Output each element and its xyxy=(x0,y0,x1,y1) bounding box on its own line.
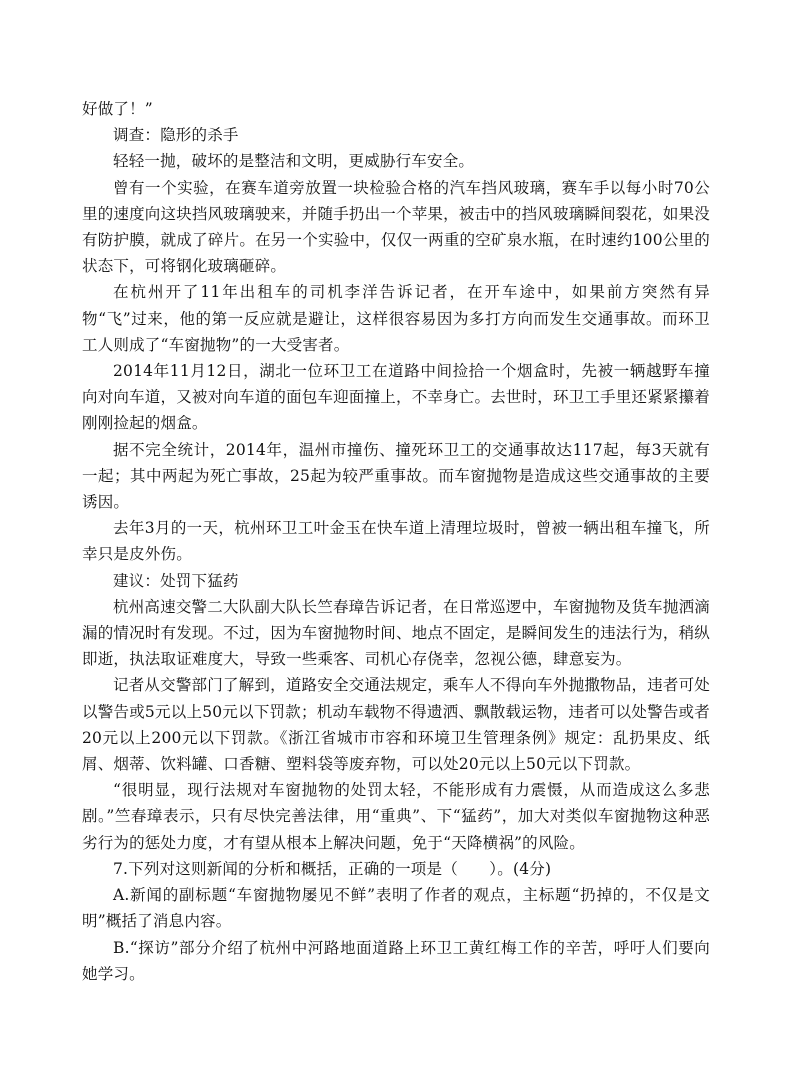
option-a: A.新闻的副标题“车窗抛物屡见不鲜”表明了作者的观点，主标题“扔掉的，不仅是文明”概括了消息内容。 xyxy=(82,886,710,931)
paragraph-intro: 轻轻一抛，破坏的是整洁和文明，更威胁行车安全。 xyxy=(113,152,475,171)
paragraph-quote: “很明显，现行法规对车窗抛物的处罚太轻，不能形成有力震慑，从而造成这么多悲剧。”竺春璋表示，只有尽快完善法律，用“重典”、下“猛药”，加大对类似车窗抛物这种恶劣行为的惩处力度，才有望从根本上解决问题，免于“天降横祸”的风险。 xyxy=(82,781,710,852)
paragraph-police-comment: 杭州高速交警二大队副大队长竺春璋告诉记者，在日常巡逻中，车窗抛物及货车抛洒滴漏的情况时有发现。不过，因为车窗抛物时间、地点不固定，是瞬间发生的违法行为，稍纵即逝，执法取证难度大，导致一些乘客、司机心存侥幸，忽视公德，肆意妄为。 xyxy=(82,597,711,669)
option-b: B.“探访”部分介绍了杭州中河路地面道路上环卫工黄红梅工作的辛苦，呼吁人们要向她学习。 xyxy=(82,938,710,983)
paragraph-wenzhou-statistics: 据不完全统计，2014年，温州市撞伤、撞死环卫工的交通事故达117起，每3天就有一起；其中两起为死亡事故，25起为较严重事故。而车窗抛物是造成这些交通事故的主要诱因。 xyxy=(82,440,710,512)
paragraph-experiment: 曾有一个实验，在赛车道旁放置一块检验合格的汽车挡风玻璃，赛车手以每小时70公里的速度向这块挡风玻璃驶来，并随手扔出一个苹果，被击中的挡风玻璃瞬间裂花，如果没有防护膜，就成了碎片。在另一个实验中，仅仅一两重的空矿泉水瓶，在时速约100公里的状态下，可将钢化玻璃砸碎。 xyxy=(82,178,711,276)
paragraph-taxi-driver: 在杭州开了11年出租车的司机李洋告诉记者，在开车途中，如果前方突然有异物“飞”过来，他的第一反应就是避让，这样很容易因为多打方向而发生交通事故。而环卫工人则成了“车窗抛物”的一大受害者。 xyxy=(82,283,710,354)
paragraph-regulations: 记者从交警部门了解到，道路安全交通法规定，乘车人不得向车外抛撒物品，违者可处以警告或5元以上50元以下罚款；机动车载物不得遗洒、飘散载运物，违者可以处警告或者20元以上200元以下罚款。《浙江省城市市容和环境卫生管理条例》规定：乱扔果皮、纸屑、烟蒂、饮料罐、口香糖、塑料袋等废弃物，可以处20元以上50元以下罚款。 xyxy=(82,676,710,774)
section-heading-suggestion: 建议：处罚下猛药 xyxy=(113,571,239,590)
paragraph-hubei-accident: 2014年11月12日，湖北一位环卫工在道路中间捡拾一个烟盒时，先被一辆越野车撞向对向车道，又被对向车道的面包车迎面撞上，不幸身亡。去世时，环卫工手里还紧紧攥着刚刚捡起的烟盒。 xyxy=(82,362,711,433)
section-heading-investigation: 调查：隐形的杀手 xyxy=(113,126,239,145)
paragraph-continuation: 好做了！” xyxy=(82,100,153,118)
paragraph-hangzhou-worker: 去年3月的一天，杭州环卫工叶金玉在快车道上清理垃圾时，曾被一辆出租车撞飞，所幸只是皮外伤。 xyxy=(82,519,710,564)
document-page xyxy=(82,96,710,987)
question-7: 7.下列对这则新闻的分析和概括，正确的一项是（ ）。(4分) xyxy=(113,859,552,878)
